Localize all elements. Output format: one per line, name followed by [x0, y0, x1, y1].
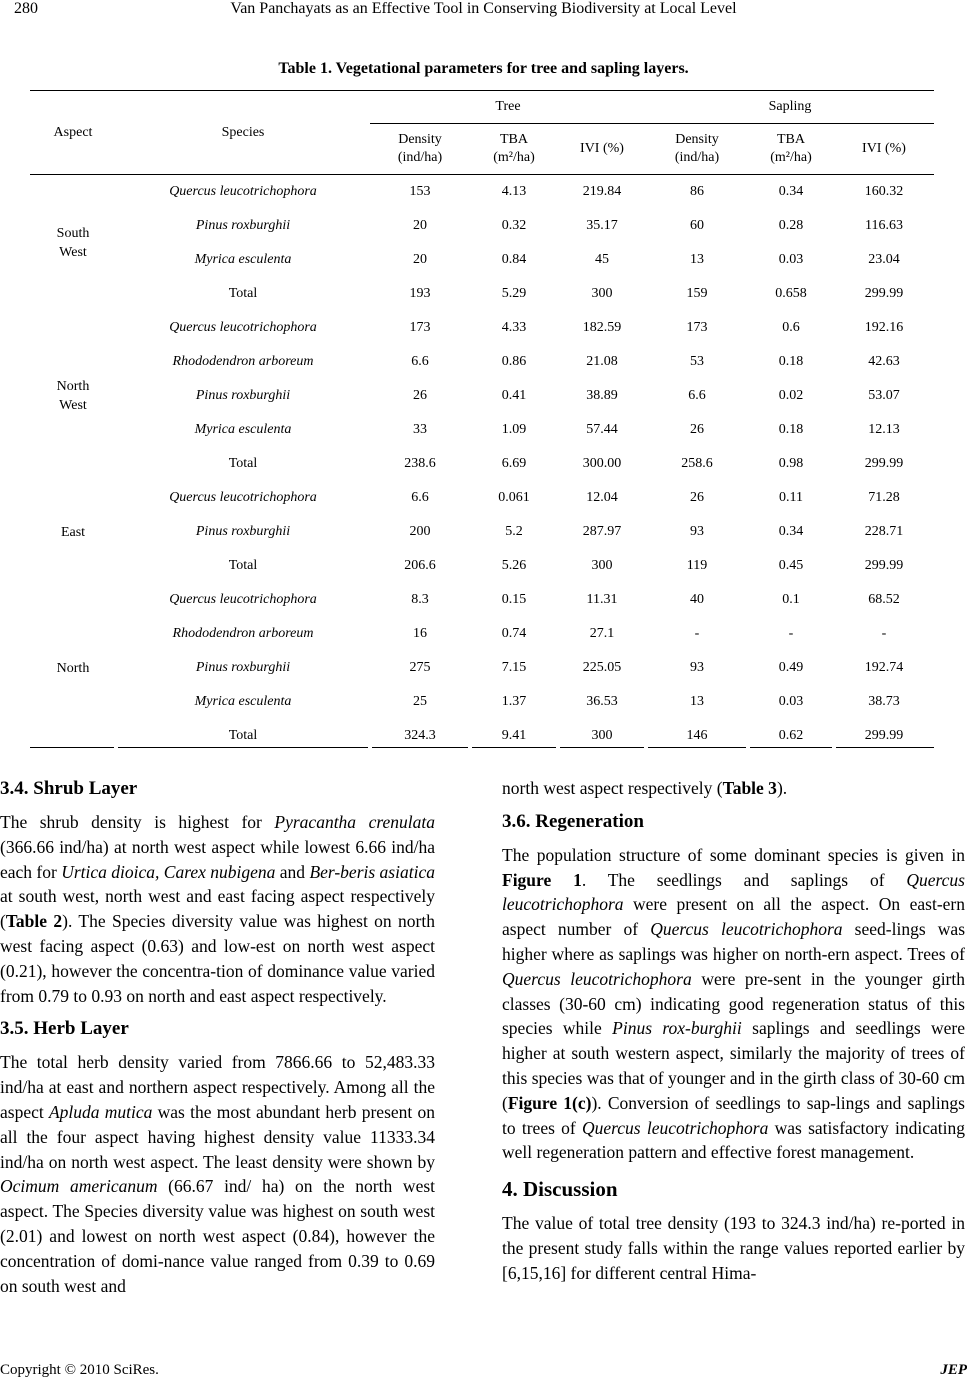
- aspect-cell: East: [60, 524, 86, 540]
- total-value: 299.99: [864, 728, 904, 743]
- header-aspect: Aspect: [30, 91, 116, 175]
- species-cell: Rhododendron arboreum: [172, 354, 314, 369]
- table-row: [30, 311, 934, 345]
- value-cell: 0.15: [501, 592, 527, 607]
- total-label: Total: [228, 728, 258, 743]
- header-tree-tba: TBA (m²/ha): [470, 124, 558, 175]
- species-cell: Rhododendron arboreum: [172, 626, 314, 641]
- species-cell: Pinus roxburghii: [195, 218, 291, 233]
- value-cell: 287.97: [582, 524, 622, 539]
- value-cell: 192.74: [864, 660, 904, 675]
- value-cell: 173: [686, 320, 708, 335]
- value-cell: 5.2: [505, 524, 523, 539]
- total-value: 0.45: [778, 558, 804, 573]
- running-title: Van Panchayats as an Effective Tool in Conserving Biodiversity at Local Level: [230, 0, 737, 17]
- value-cell: 21.08: [586, 354, 618, 369]
- value-cell: 0.6: [782, 320, 800, 335]
- value-cell: 26: [690, 490, 704, 505]
- total-value: 206.6: [404, 558, 436, 573]
- species-cell: Quercus leucotrichophora: [169, 320, 317, 335]
- value-cell: 0.18: [778, 422, 804, 437]
- species-cell: Myrica esculenta: [194, 422, 292, 437]
- total-row: [30, 447, 934, 481]
- value-cell: 8.3: [411, 592, 429, 607]
- total-value: 5.29: [501, 286, 527, 301]
- value-cell: 225.05: [582, 660, 622, 675]
- total-label: Total: [228, 456, 258, 471]
- total-value: 300: [591, 286, 613, 301]
- value-cell: 1.09: [501, 422, 527, 437]
- value-cell: 36.53: [586, 694, 618, 709]
- value-cell: 0.34: [778, 184, 804, 199]
- value-cell: 38.89: [586, 388, 618, 403]
- value-cell: 11.31: [586, 592, 618, 607]
- value-cell: 12.13: [868, 422, 900, 437]
- table-row: [30, 379, 934, 413]
- value-cell: 1.37: [501, 694, 527, 709]
- table-bottom-rule: [118, 747, 368, 748]
- vegetation-table: [30, 90, 934, 753]
- total-value: 5.26: [501, 558, 527, 573]
- table-row: [30, 345, 934, 379]
- value-cell: 12.04: [586, 490, 618, 505]
- aspect-cell: North: [56, 660, 90, 676]
- value-cell: 0.28: [778, 218, 804, 233]
- total-label: Total: [228, 558, 258, 573]
- header-tree-density: Density (ind/ha): [370, 124, 470, 175]
- value-cell: 219.84: [582, 184, 622, 199]
- header-sapling-tba: TBA (m²/ha): [748, 124, 834, 175]
- value-cell: 6.6: [411, 490, 429, 505]
- value-cell: 71.28: [868, 490, 900, 505]
- value-cell: 182.59: [582, 320, 622, 335]
- species-cell: Quercus leucotrichophora: [169, 592, 317, 607]
- paragraph-continued: north west aspect respectively (Table 3).: [502, 778, 788, 798]
- table-bottom-rule: [372, 747, 468, 748]
- total-row: [30, 549, 934, 583]
- table-row: [30, 617, 934, 651]
- value-cell: 275: [409, 660, 431, 675]
- value-cell: 4.33: [501, 320, 527, 335]
- value-cell: 173: [409, 320, 431, 335]
- header-sapling-density: Density (ind/ha): [646, 124, 748, 175]
- value-cell: 33: [413, 422, 427, 437]
- value-cell: 116.63: [865, 218, 903, 233]
- species-cell: Quercus leucotrichophora: [169, 490, 317, 505]
- value-cell: 13: [690, 694, 704, 709]
- total-value: 0.98: [778, 456, 804, 471]
- value-cell: -: [881, 626, 887, 641]
- value-cell: 38.73: [868, 694, 900, 709]
- footer-journal: JEP: [940, 1362, 967, 1378]
- value-cell: 0.11: [779, 490, 803, 505]
- value-cell: 0.02: [778, 388, 804, 403]
- table-bottom-rule: [648, 747, 746, 748]
- value-cell: 0.86: [501, 354, 527, 369]
- table-row: [30, 413, 934, 447]
- total-value: 258.6: [681, 456, 713, 471]
- paragraph-shrub: The shrub density is highest for Pyracantha crenulata (366.66 ind/ha) at north west aspect while lowest 6.66 ind/ha each for Urtica dioica, Carex nubigena and Ber-beris asiatica at south west, north west and east facing aspect respectively (Table 2). The Species diversity value was highest on north west facing aspect (0.63) and low-est on north west aspect (0.21), however the concentra-tion of dominance value varied from 0.79 to 0.93 on north and east aspect respectively.: [0, 812, 435, 1006]
- section-heading-shrub: 3.4. Shrub Layer: [0, 778, 138, 799]
- value-cell: 0.74: [501, 626, 527, 641]
- value-cell: -: [694, 626, 700, 641]
- total-row: [30, 277, 934, 311]
- table-row: [30, 583, 934, 617]
- value-cell: 153: [409, 184, 431, 199]
- header-tree-ivi: IVI (%): [558, 124, 646, 175]
- header-tree: Tree: [370, 91, 646, 124]
- total-value: 6.69: [501, 456, 527, 471]
- species-cell: Pinus roxburghii: [195, 660, 291, 675]
- table-row: [30, 685, 934, 719]
- paragraph-discussion: The value of total tree density (193 to 324.3 ind/ha) re-ported in the present study falls within the range values reported earlier by [6,15,16] for different central Hima-: [502, 1213, 965, 1283]
- value-cell: 0.03: [778, 694, 804, 709]
- value-cell: 7.15: [501, 660, 527, 675]
- table-bottom-rule: [472, 747, 556, 748]
- value-cell: 0.41: [501, 388, 527, 403]
- value-cell: 93: [690, 524, 704, 539]
- value-cell: 0.49: [778, 660, 804, 675]
- total-value: 159: [686, 286, 708, 301]
- value-cell: 40: [690, 592, 704, 607]
- page-number: 280: [14, 0, 38, 17]
- value-cell: 27.1: [589, 626, 615, 641]
- value-cell: 0.34: [778, 524, 804, 539]
- value-cell: 4.13: [501, 184, 527, 199]
- aspect-cell: North West: [56, 379, 90, 413]
- value-cell: 42.63: [868, 354, 900, 369]
- table-row: [30, 651, 934, 685]
- table-caption: Table 1. Vegetational parameters for tree and sapling layers.: [278, 60, 689, 77]
- value-cell: 6.6: [411, 354, 429, 369]
- species-cell: Quercus leucotrichophora: [169, 184, 317, 199]
- value-cell: 0.03: [778, 252, 804, 267]
- value-cell: 0.061: [498, 490, 530, 505]
- value-cell: 57.44: [586, 422, 618, 437]
- value-cell: 93: [690, 660, 704, 675]
- value-cell: 53: [690, 354, 704, 369]
- value-cell: -: [788, 626, 794, 641]
- value-cell: 0.18: [778, 354, 804, 369]
- value-cell: 25: [413, 694, 427, 709]
- value-cell: 53.07: [868, 388, 900, 403]
- total-value: 146: [686, 728, 708, 743]
- value-cell: 26: [690, 422, 704, 437]
- species-cell: Myrica esculenta: [194, 694, 292, 709]
- section-heading-herb: 3.5. Herb Layer: [0, 1018, 129, 1040]
- left-column: [0, 776, 435, 1298]
- header-sapling: Sapling: [646, 91, 934, 124]
- total-value: 300.00: [582, 456, 622, 471]
- table-bottom-rule: [30, 747, 114, 748]
- table-bottom-rule: [560, 747, 644, 748]
- value-cell: 0.32: [501, 218, 527, 233]
- table-row: [30, 481, 934, 515]
- footer-copyright: Copyright © 2010 SciRes.: [0, 1362, 159, 1378]
- paragraph-herb: The total herb density varied from 7866.66 to 52,483.33 ind/ha at east and northern aspect respectively. Among all the aspect Apluda mutica was the most abundant herb present on all the four aspect having highest density value 11333.34 ind/ha on north west aspect. The least density were shown by Ocimum americanum (66.67 ind/ ha) on the north west aspect. The Species diversity value was highest on south west (2.01) and lowest on north west aspect (0.84), however the concentration of domi-nance value ranged from 0.39 to 0.69 on south west and: [0, 1052, 436, 1296]
- total-value: 299.99: [864, 456, 904, 471]
- table-row: [30, 175, 934, 210]
- value-cell: 60: [690, 218, 704, 233]
- total-value: 238.6: [404, 456, 436, 471]
- table-row: [30, 243, 934, 277]
- table-row: [30, 515, 934, 549]
- value-cell: 200: [409, 524, 431, 539]
- value-cell: 45: [595, 252, 609, 267]
- aspect-cell: South West: [56, 226, 90, 260]
- total-value: 193: [409, 286, 431, 301]
- species-cell: Pinus roxburghii: [195, 388, 291, 403]
- value-cell: 160.32: [864, 184, 904, 199]
- total-value: 0.658: [775, 286, 807, 301]
- value-cell: 0.1: [782, 592, 800, 607]
- total-value: 119: [686, 558, 708, 573]
- total-value: 299.99: [864, 286, 904, 301]
- value-cell: 13: [690, 252, 704, 267]
- total-value: 300: [591, 558, 613, 573]
- section-heading-discussion: 4. Discussion: [502, 1177, 618, 1202]
- value-cell: 0.84: [501, 252, 527, 267]
- paragraph-regeneration: The population structure of some dominant species is given in Figure 1. The seedlings and saplings of Quercus leucotrichophora were present on all the aspect. On east-ern aspect number of Quercus leucotrichophora seed-lings was higher where as saplings was higher on north-ern aspect. Trees of Quercus leucotrichophora were pre-sent in the younger girth classes (30-60 cm) indicating good regeneration status of this species while Pinus rox-burghii saplings and seedlings were higher at south western aspect, similarly the majority of trees of this species was that of younger and in the girth class of 30-60 cm (Figure 1(c)). Conversion of seedlings to sap-lings and saplings to trees of Quercus leucotrichophora was satisfactory indicating well regeneration pattern and effective forest management.: [502, 844, 966, 1163]
- total-value: 324.3: [404, 728, 436, 743]
- value-cell: 23.04: [868, 252, 900, 267]
- total-value: 0.62: [778, 728, 804, 743]
- value-cell: 26: [413, 388, 427, 403]
- value-cell: 228.71: [864, 524, 904, 539]
- total-value: 299.99: [864, 558, 904, 573]
- value-cell: 192.16: [864, 320, 904, 335]
- header-sapling-ivi: IVI (%): [834, 124, 934, 175]
- value-cell: 16: [413, 626, 427, 641]
- right-column: [502, 776, 965, 1286]
- table-row: [30, 209, 934, 243]
- value-cell: 35.17: [586, 218, 618, 233]
- value-cell: 20: [413, 218, 427, 233]
- species-cell: Myrica esculenta: [194, 252, 292, 267]
- value-cell: 20: [413, 252, 427, 267]
- total-value: 300: [591, 728, 613, 743]
- species-cell: Pinus roxburghii: [195, 524, 291, 539]
- value-cell: 86: [690, 184, 704, 199]
- total-label: Total: [228, 286, 258, 301]
- table-bottom-rule: [836, 747, 934, 748]
- table-bottom-rule: [750, 747, 832, 748]
- value-cell: 6.6: [688, 388, 706, 403]
- total-value: 9.41: [501, 728, 527, 743]
- header-species: Species: [116, 91, 370, 175]
- value-cell: 68.52: [868, 592, 900, 607]
- section-heading-regeneration: 3.6. Regeneration: [502, 810, 644, 832]
